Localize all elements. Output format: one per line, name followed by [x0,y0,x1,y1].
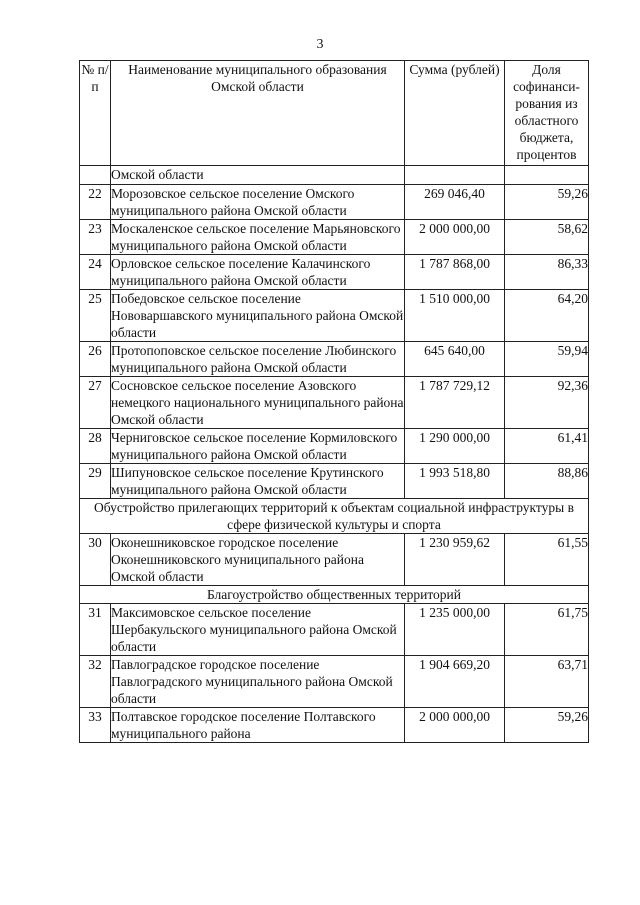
cell-name: Орловское сельское поселение Калачинского муниципального района Омской области [111,255,405,290]
cell-num: 32 [80,656,111,708]
cell-share: 59,26 [505,708,589,743]
cell-num: 31 [80,604,111,656]
cell-num: 22 [80,185,111,220]
table-header-row [80,61,589,166]
cell-sum: 1 787 868,00 [405,255,505,290]
table-row [80,220,589,255]
cell-share: 88,86 [505,464,589,499]
cell-num: 33 [80,708,111,743]
cell-sum: 269 046,40 [405,185,505,220]
rows-group-b [80,534,589,586]
header-share: Доля софинанси-рования из областного бюджета, процентов [505,61,589,166]
cell-sum: 1 993 518,80 [405,464,505,499]
cell-share: 92,36 [505,377,589,429]
cell-num: 24 [80,255,111,290]
cell-name: Максимовское сельское поселение Шербакульского муниципального района Омской области [111,604,405,656]
cell-name: Шипуновское сельское поселение Крутинского муниципального района Омской области [111,464,405,499]
cell-num: 29 [80,464,111,499]
section-title-public-territories: Благоустройство общественных территорий [80,586,589,604]
cell-name: Сосновское сельское поселение Азовского немецкого национального муниципального района Омской области [111,378,404,427]
cell-sum: 1 787 729,12 [405,377,505,429]
section-title-sport: Обустройство прилегающих территорий к объектам социальной инфраструктуры в сфере физической культуры и спорта [80,499,589,534]
cell-name: Морозовское сельское поселение Омского муниципального района Омской области [111,185,405,220]
table-row [80,534,589,586]
section-row [80,499,589,534]
cell-name: Оконешниковское городское поселение Оконешниковского муниципального района Омской области [111,534,405,586]
cell-sum: 1 290 000,00 [405,429,505,464]
rows-group-c [80,604,589,743]
cell-share: 58,62 [505,220,589,255]
cell-sum: 2 000 000,00 [405,708,505,743]
table-row [80,464,589,499]
table-row [80,342,589,377]
cell-share: 63,71 [505,656,589,708]
cell-share: 61,55 [505,534,589,586]
table-row [80,656,589,708]
cell-share: 61,41 [505,429,589,464]
cell-sum: 645 640,00 [405,342,505,377]
cell-name: Черниговское сельское поселение Кормиловского муниципального района Омской области [111,429,405,464]
header-sum: Сумма (рублей) [405,61,505,166]
cell-num: 23 [80,220,111,255]
continuation-text: Омской области [111,166,405,185]
cell-share: 59,94 [505,342,589,377]
cell-name: Протопоповское сельское поселение Любинского муниципального района Омской области [111,342,405,377]
cell-num: 28 [80,429,111,464]
header-name: Наименование муниципального образования Омской области [111,61,405,166]
cell-num: 26 [80,342,111,377]
table-row [80,185,589,220]
cell-num: 30 [80,534,111,586]
rows-group-a [80,185,589,499]
table-row [80,290,589,342]
cell-share: 64,20 [505,290,589,342]
page-number: 3 [316,37,324,52]
cell-sum: 1 904 669,20 [405,656,505,708]
cell-share: 61,75 [505,604,589,656]
cell-sum: 1 510 000,00 [405,290,505,342]
cell-share: 86,33 [505,255,589,290]
cell-sum: 2 000 000,00 [405,220,505,255]
table-row [80,255,589,290]
table-row [80,429,589,464]
table-row [80,708,589,743]
table-row [80,604,589,656]
cell-name: Москаленское сельское поселение Марьяновского муниципального района Омской области [111,220,405,255]
cell-name: Павлоградское городское поселение Павлоградского муниципального района Омской области [111,656,405,708]
header-num: № п/п [80,61,111,166]
continuation-row [80,166,589,185]
cell-name: Победовское сельское поселение Нововаршавского муниципального района Омской области [111,291,404,340]
cell-share: 59,26 [505,185,589,220]
table-row [80,377,589,429]
cell-name: Полтавское городское поселение Полтавского муниципального района [111,708,405,743]
cell-num: 27 [80,377,111,429]
subsidy-table [79,60,589,743]
cell-num: 25 [80,290,111,342]
section-row [80,586,589,604]
cell-sum: 1 230 959,62 [405,534,505,586]
cell-sum: 1 235 000,00 [405,604,505,656]
